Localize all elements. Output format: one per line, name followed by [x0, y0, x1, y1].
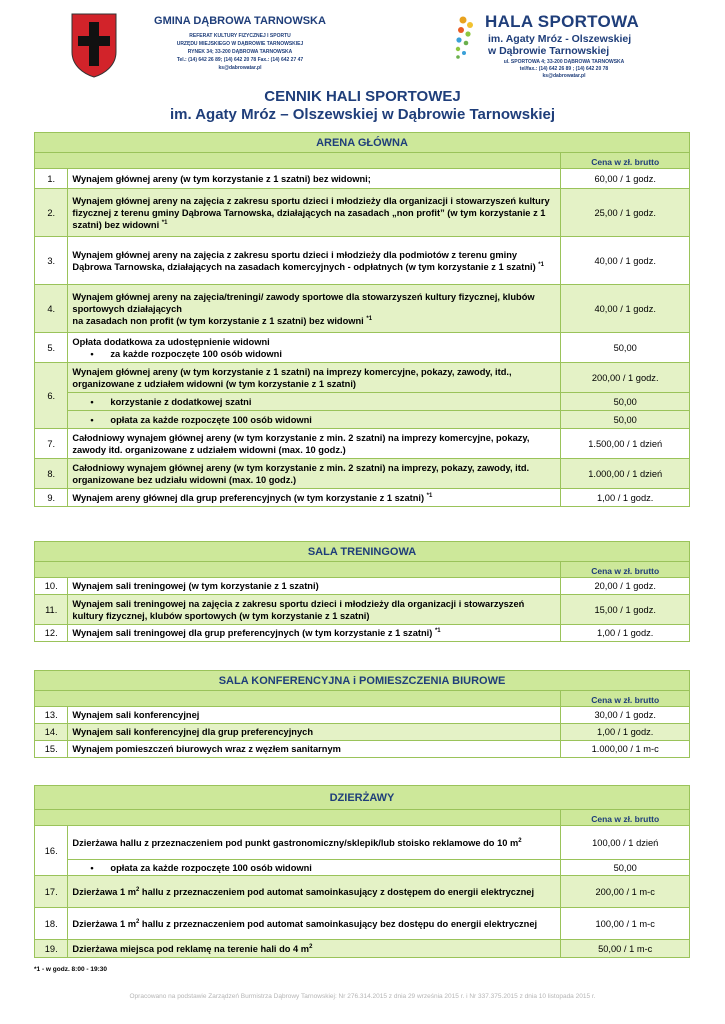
- header-left-email: ks@dabrowatar.pl: [218, 65, 262, 71]
- row-price: 30,00 / 1 godz.: [561, 707, 690, 724]
- table-row: [35, 429, 690, 459]
- footnote: *1 - w godz. 8:00 - 19:30: [34, 966, 107, 973]
- row-description: Wynajem głównej areny na zajęcia z zakresu sportu dzieci i młodzieży dla podmiotów z terenu gminy Dąbrowa Tarnowska, działających na zasadach komercyjnych - odpłatnych (w tym korzystanie z 1 szatni) $^{*1}$: [68, 237, 561, 285]
- row-number: 18.: [35, 908, 68, 940]
- header-right-email: ks@dabrowatar.pl: [542, 73, 586, 79]
- row-description: Wynajem głównej areny (w tym korzystanie z 1 szatni) na imprezy komercyjne, pokazy, zawody, itd., organizowane z udziałem widowni (w tym korzystanie z 1 szatni): [68, 363, 561, 393]
- row-description: Wynajem sali treningowej (w tym korzystanie z 1 szatni): [68, 578, 561, 595]
- row-price: 1,00 / 1 godz.: [561, 724, 690, 741]
- row-number: 17.: [35, 876, 68, 908]
- row-number: 3.: [35, 237, 68, 285]
- row-number: 13.: [35, 707, 68, 724]
- sports-hall-title: HALA SPORTOWA: [485, 12, 640, 31]
- table-row: [35, 169, 690, 189]
- row-description: Wynajem głównej areny na zajęcia z zakresu sportu dzieci i młodzieży dla organizacji i stowarzyszeń kultury fizycznej z terenu gminy Dąbrowa Tarnowska, działających na zasadach „non profit” (w tym korzystanie z 1 szatni) bez widowni $^{*1}$: [68, 189, 561, 237]
- table-row: [35, 707, 690, 724]
- table-row: [35, 940, 690, 958]
- conference-room-price-table: [34, 670, 690, 758]
- sports-hall-subtitle: im. Agaty Mróz - Olszewskiej: [488, 33, 632, 45]
- table-row: [35, 908, 690, 940]
- section-title: SALA TRENINGOWA: [35, 542, 690, 562]
- bullet-icon: •: [90, 396, 94, 407]
- sports-hall-header: [455, 12, 665, 82]
- row-price: 15,00 / 1 godz.: [561, 595, 690, 625]
- leases-price-table: [34, 785, 690, 958]
- row-price: 1.000,00 / 1 m-c: [561, 741, 690, 758]
- row-description: Dzierżawa hallu z przeznaczeniem pod punkt gastronomiczny/sklepik/lub stoisko reklamowe do 10 $m^2$: [68, 826, 561, 860]
- table-row: [35, 411, 690, 429]
- page-title: CENNIK HALI SPORTOWEJ: [264, 88, 461, 105]
- row-number: 2.: [35, 189, 68, 237]
- row-price: 1,00 / 1 godz.: [561, 489, 690, 507]
- page-footer: Opracowano na podstawie Zarządzeń Burmistrza Dąbrowy Tarnowskiej: Nr 276.314.2015 z dnia 29 września 2015 r. i Nr 337.375.2015 z dnia 10 listopada 2015 r.: [129, 993, 596, 1000]
- table-row: [35, 595, 690, 625]
- row-price: 40,00 / 1 godz.: [561, 285, 690, 333]
- table-row: [35, 625, 690, 642]
- row-number: 16.: [35, 826, 68, 876]
- row-description: Wynajem sali treningowej na zajęcia z zakresu sportu dzieci i młodzieży dla organizacji i stowarzyszeń kultury fizycznej, klubów sportowych (w tym korzystanie z 1 szatni): [68, 595, 561, 625]
- row-price: 40,00 / 1 godz.: [561, 237, 690, 285]
- municipality-header: [70, 10, 350, 85]
- row-description: Wynajem głównej areny (w tym korzystanie z 1 szatni) bez widowni;: [68, 169, 561, 189]
- row-number: 7.: [35, 429, 68, 459]
- row-subitem: • opłata za każde rozpoczęte 100 osób widowni: [68, 860, 561, 876]
- row-price: 100,00 / 1 dzień: [561, 826, 690, 860]
- row-number: 14.: [35, 724, 68, 741]
- row-description: Wynajem areny głównej dla grup preferencyjnych (w tym korzystanie z 1 szatni) $^{*1}$: [68, 489, 561, 507]
- row-number: 1.: [35, 169, 68, 189]
- row-price: 50,00: [561, 411, 690, 429]
- row-description: Dzierżawa miejsca pod reklamę na terenie hali do 4 $m^2$: [68, 940, 561, 958]
- table-row: [35, 724, 690, 741]
- superscript: 2: [135, 886, 140, 893]
- footnote-mark: *1: [161, 219, 168, 226]
- row-price: 1,00 / 1 godz.: [561, 625, 690, 642]
- row-price: 50,00 / 1 m-c: [561, 940, 690, 958]
- superscript: 2: [309, 943, 313, 950]
- table-row: [35, 578, 690, 595]
- header-left-line: Tel.: (14) 642 26 89; (14) 642 20 78 Fax.: (14) 642 27 47: [176, 57, 304, 63]
- header-left-line: REFERAT KULTURY FIZYCZNEJ I SPORTU: [189, 33, 291, 39]
- row-description: Całodniowy wynajem głównej areny (w tym korzystanie z min. 2 szatni) na imprezy, pokazy, zawody, itd. organizowane bez udziału widowni (max. 10 godz.): [68, 459, 561, 489]
- row-description: Całodniowy wynajem głównej areny (w tym korzystanie z min. 2 szatni) na imprezy komercyjne, pokazy, zawody itd. organizowane z udziałem widowni (max. 10 godz.): [68, 429, 561, 459]
- row-description: Dzierżawa 1 $m^2$ hallu z przeznaczeniem pod automat samoinkasujący z dostępem do energii elektrycznej: [68, 876, 561, 908]
- row-number: 9.: [35, 489, 68, 507]
- bullet-icon: •: [90, 348, 94, 359]
- bullet-icon: •: [90, 862, 94, 873]
- row-description: Wynajem pomieszczeń biurowych wraz z węzłem sanitarnym: [68, 741, 561, 758]
- table-row: [35, 237, 690, 285]
- table-row: [35, 489, 690, 507]
- price-column-header: Cena w zł. brutto: [561, 153, 690, 169]
- row-price: 200,00 / 1 m-c: [561, 876, 690, 908]
- row-price: 1.500,00 / 1 dzień: [561, 429, 690, 459]
- bullet-icon: •: [90, 414, 94, 425]
- section-title: SALA KONFERENCYJNA i POMIESZCZENIA BIUROWE: [35, 671, 690, 691]
- row-number: 10.: [35, 578, 68, 595]
- table-row: [35, 876, 690, 908]
- price-column-header: Cena w zł. brutto: [561, 810, 690, 826]
- row-description: Wynajem sali konferencyjnej: [68, 707, 561, 724]
- table-row: [35, 459, 690, 489]
- row-number: 6.: [35, 363, 68, 429]
- table-row: [35, 285, 690, 333]
- price-column-header: Cena w zł. brutto: [561, 562, 690, 578]
- section-title: DZIERŻAWY: [35, 786, 690, 810]
- training-room-price-table: [34, 541, 690, 642]
- row-number: 19.: [35, 940, 68, 958]
- header-left-line: RYNEK 34; 33-200 DĄBROWA TARNOWSKA: [187, 49, 293, 55]
- row-subitem: • korzystanie z dodatkowej szatni: [68, 393, 561, 411]
- row-price: 20,00 / 1 godz.: [561, 578, 690, 595]
- sports-hall-logo-icon: [455, 15, 483, 59]
- row-price: 100,00 / 1 m-c: [561, 908, 690, 940]
- row-number: 5.: [35, 333, 68, 363]
- row-price: 50,00: [561, 393, 690, 411]
- row-number: 15.: [35, 741, 68, 758]
- header-right-line: tel/fax.: (14) 642 26 89 ; (14) 642 20 78: [519, 66, 609, 72]
- table-row: [35, 393, 690, 411]
- row-number: 11.: [35, 595, 68, 625]
- row-description: Wynajem głównej areny na zajęcia/treningi/ zawody sportowe dla stowarzyszeń kultury fizycznej, klubów sportowych działających na zasadach non profit (w tym korzystanie z 1 szatni) bez widowni $^{*1}$: [68, 285, 561, 333]
- municipality-title: GMINA DĄBROWA TARNOWSKA: [154, 15, 326, 27]
- footnote-mark: *1: [538, 261, 544, 268]
- row-number: 12.: [35, 625, 68, 642]
- table-row: [35, 826, 690, 860]
- row-price: 60,00 / 1 godz.: [561, 169, 690, 189]
- row-price: 200,00 / 1 godz.: [561, 363, 690, 393]
- row-subitem: • opłata za każde rozpoczęte 100 osób widowni: [68, 411, 561, 429]
- page-subtitle: im. Agaty Mróz – Olszewskiej w Dąbrowie Tarnowskiej: [169, 106, 556, 123]
- header-right-line: ul. SPORTOWA 4; 33-200 DĄBROWA TARNOWSKA: [503, 59, 625, 65]
- row-description: Wynajem sali treningowej dla grup preferencyjnych (w tym korzystanie z 1 szatni) $^{*1}$: [68, 625, 561, 642]
- sports-hall-location: w Dąbrowie Tarnowskiej: [488, 45, 610, 57]
- row-description: Wynajem sali konferencyjnej dla grup preferencyjnych: [68, 724, 561, 741]
- header-left-line: URZĘDU MIEJSKIEGO W DĄBROWIE TARNOWSKIEJ: [176, 41, 304, 47]
- row-price: 50,00: [561, 333, 690, 363]
- footnote-mark: *1: [366, 315, 373, 322]
- table-row: [35, 741, 690, 758]
- superscript: 2: [518, 837, 522, 844]
- superscript: 2: [135, 918, 140, 925]
- row-number: 8.: [35, 459, 68, 489]
- table-row: [35, 860, 690, 876]
- footnote-mark: *1: [426, 492, 433, 499]
- row-price: 1.000,00 / 1 dzień: [561, 459, 690, 489]
- coat-of-arms-icon: [70, 12, 118, 78]
- table-row: [35, 189, 690, 237]
- table-row: [35, 333, 690, 363]
- section-title: ARENA GŁÓWNA: [35, 133, 690, 153]
- row-description: Dzierżawa 1 $m^2$ hallu z przeznaczeniem pod automat samoinkasujący bez dostępu do energii elektrycznej: [68, 908, 561, 940]
- row-number: 4.: [35, 285, 68, 333]
- arena-price-table: [34, 132, 690, 507]
- table-row: [35, 363, 690, 393]
- row-price: 50,00: [561, 860, 690, 876]
- footnote-mark: *1: [434, 627, 441, 634]
- price-column-header: Cena w zł. brutto: [561, 691, 690, 707]
- row-price: 25,00 / 1 godz.: [561, 189, 690, 237]
- row-description: Opłata dodatkowa za udostępnienie widowni • za każde rozpoczęte 100 osób widowni: [68, 333, 561, 363]
